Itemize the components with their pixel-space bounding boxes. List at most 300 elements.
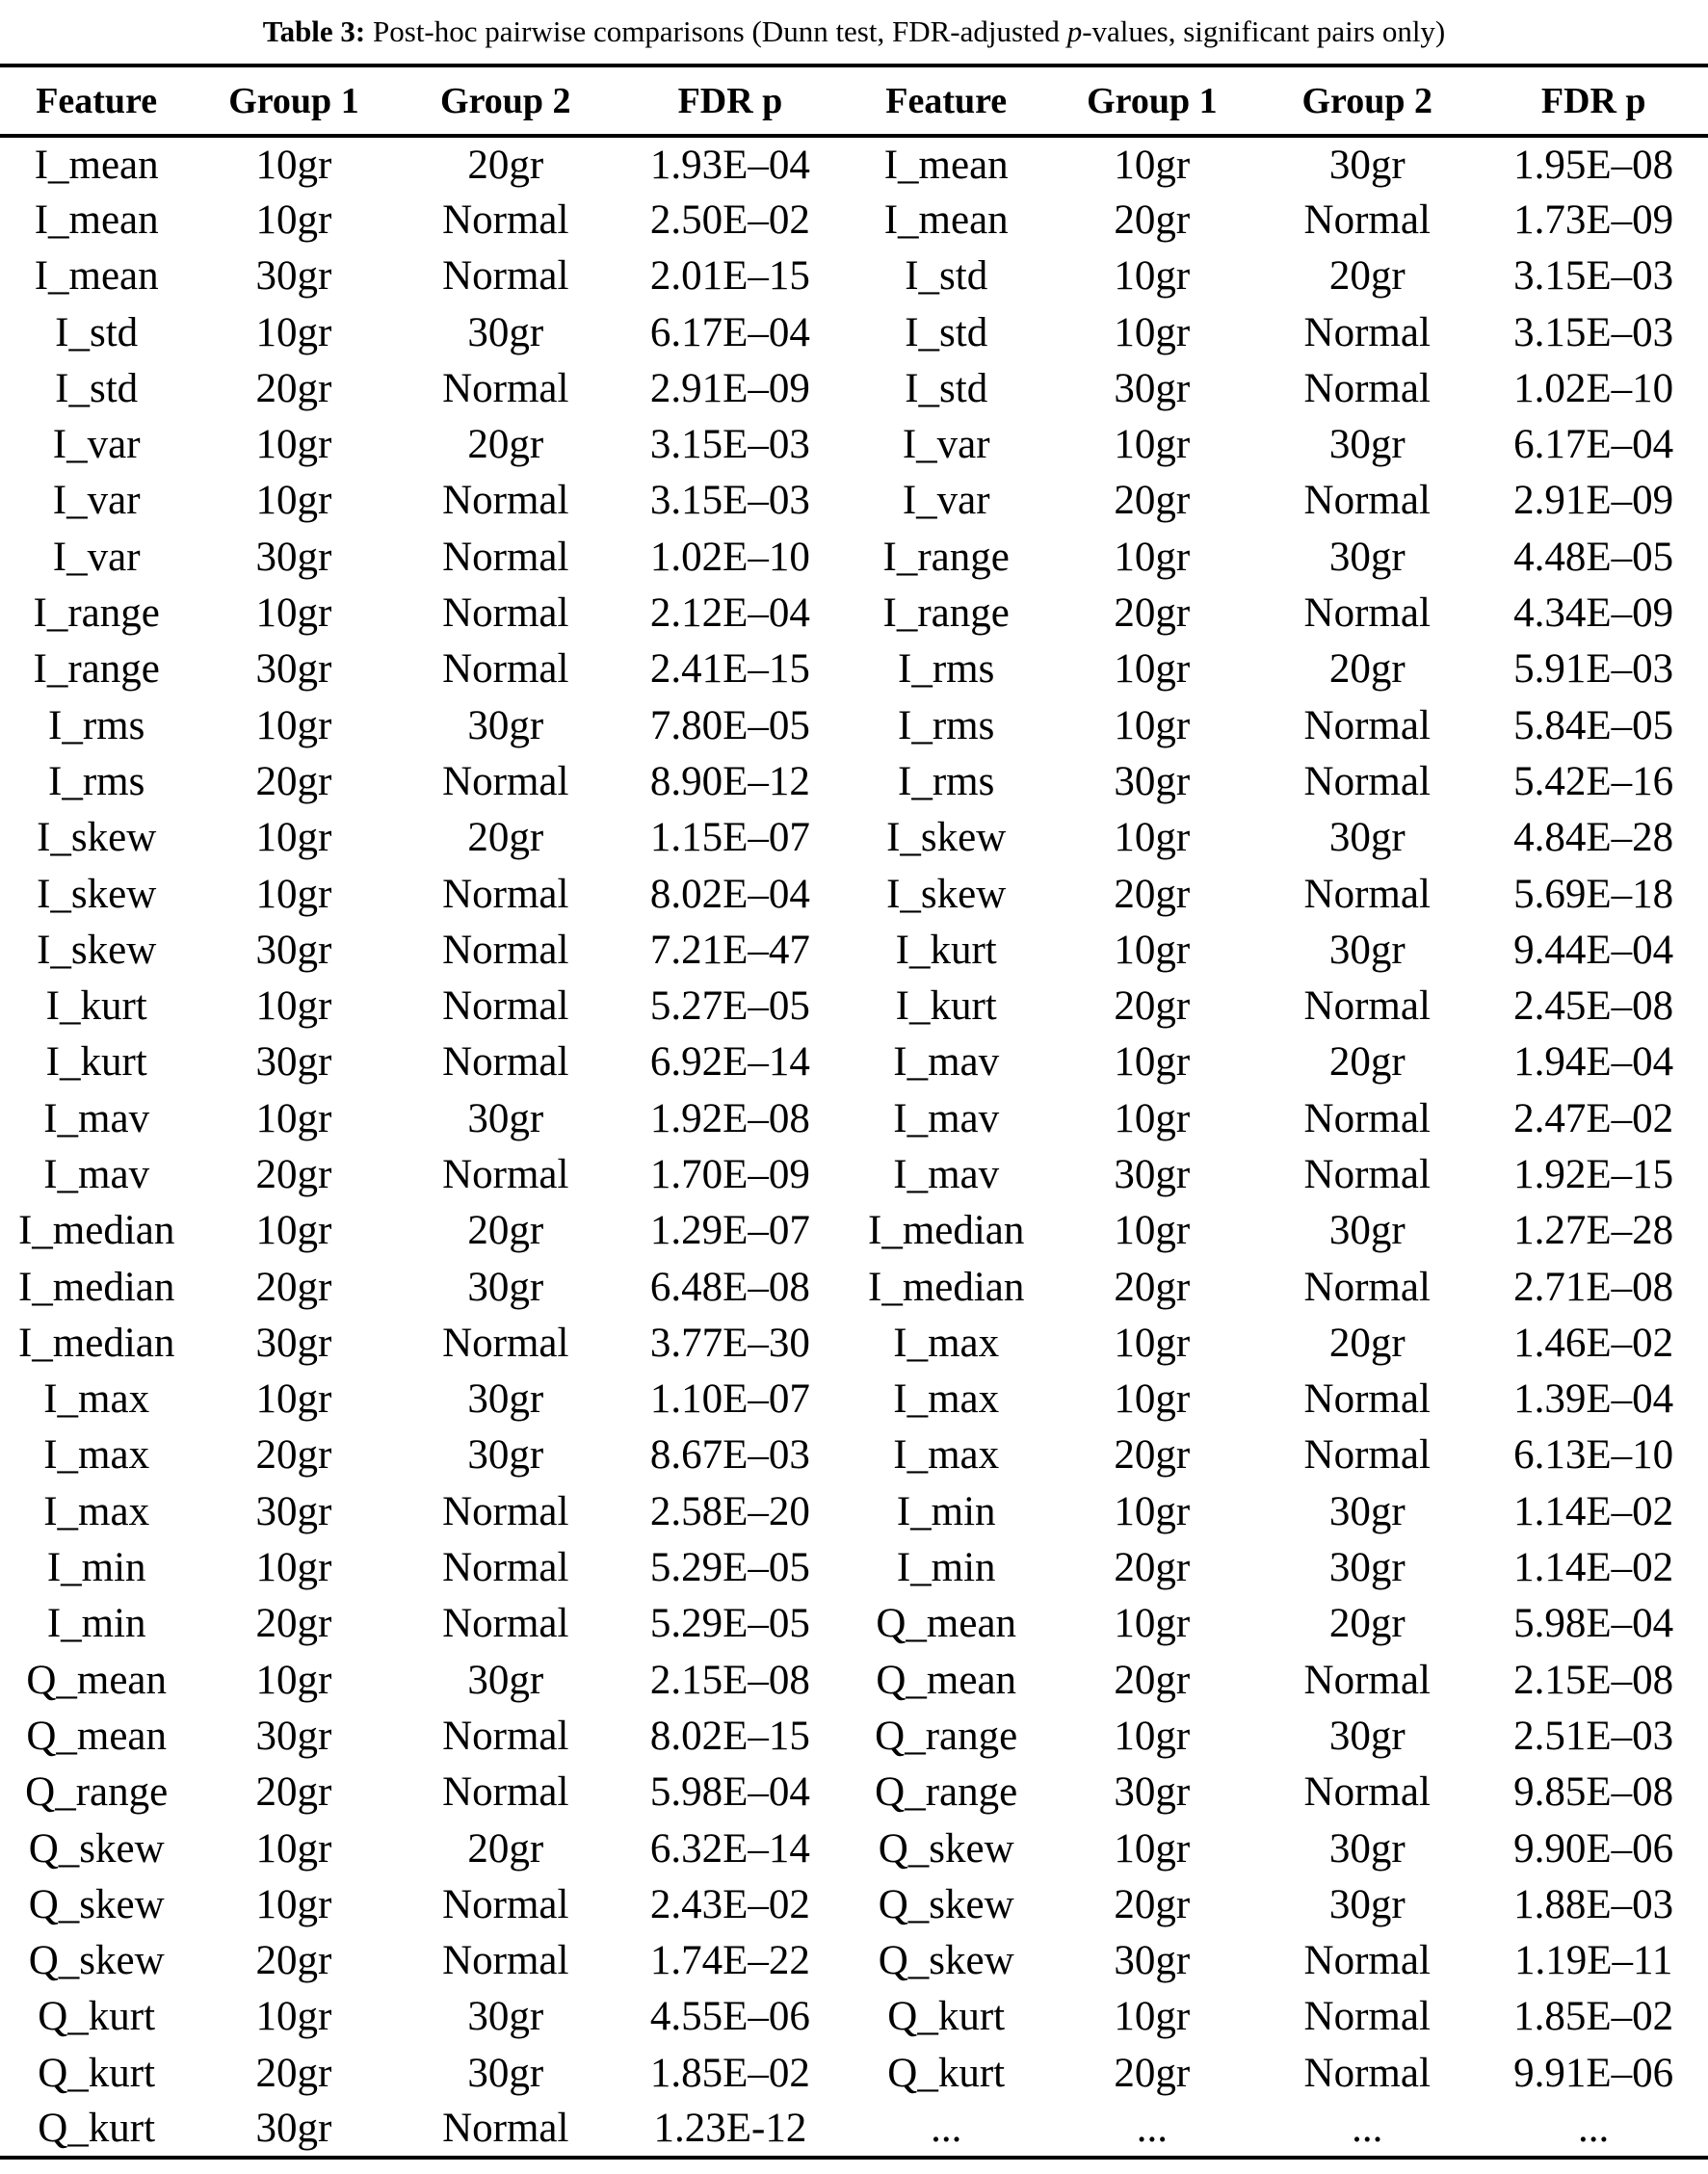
cell: 10gr bbox=[1114, 1320, 1191, 1366]
table-row bbox=[0, 1596, 1708, 1652]
cell: Normal bbox=[1303, 1151, 1431, 1197]
cell: 4.48E–05 bbox=[1513, 534, 1674, 580]
table-body bbox=[0, 136, 1708, 2158]
cell: 20gr bbox=[1328, 646, 1406, 693]
cell: 1.93E–04 bbox=[649, 142, 810, 188]
cell: 10gr bbox=[255, 1994, 332, 2040]
column-header: FDR p bbox=[677, 80, 783, 121]
cell: I_range bbox=[882, 590, 1010, 637]
cell: 30gr bbox=[255, 253, 332, 300]
table-caption-text-1: Post-hoc pairwise comparisons (Dunn test, FDR-adjusted bbox=[365, 14, 1067, 48]
cell: I_median bbox=[868, 1264, 1025, 1310]
cell: 1.02E–10 bbox=[649, 534, 810, 580]
cell: 20gr bbox=[255, 1769, 332, 1816]
cell: 10gr bbox=[255, 590, 332, 637]
cell: Normal bbox=[442, 1713, 569, 1759]
cell: Normal bbox=[442, 253, 569, 300]
cell: 2.58E–20 bbox=[649, 1488, 810, 1534]
cell: I_var bbox=[52, 422, 141, 468]
cell: 1.94E–04 bbox=[1513, 1039, 1674, 1086]
cell: 10gr bbox=[255, 1376, 332, 1423]
cell: 10gr bbox=[255, 196, 332, 243]
cell: 30gr bbox=[255, 1713, 332, 1759]
table-row bbox=[0, 1428, 1708, 1483]
cell: 30gr bbox=[467, 1095, 544, 1141]
table-row bbox=[0, 697, 1708, 753]
table-row bbox=[0, 978, 1708, 1034]
cell: I_rms bbox=[48, 758, 145, 804]
cell: 5.27E–05 bbox=[649, 983, 810, 1030]
cell: 20gr bbox=[1114, 2050, 1191, 2096]
table-row bbox=[0, 1539, 1708, 1595]
cell: Normal bbox=[442, 365, 569, 411]
cell: I_skew bbox=[37, 815, 157, 861]
cell: I_range bbox=[882, 534, 1010, 580]
cell: Normal bbox=[442, 1601, 569, 1647]
cell: 2.71E–08 bbox=[1513, 1264, 1674, 1310]
cell: 20gr bbox=[255, 1432, 332, 1479]
cell: 20gr bbox=[255, 1601, 332, 1647]
table-row bbox=[0, 304, 1708, 360]
cell: 10gr bbox=[1114, 1601, 1191, 1647]
cell: I_rms bbox=[898, 758, 995, 804]
cell: 4.84E–28 bbox=[1513, 815, 1674, 861]
table-row bbox=[0, 192, 1708, 248]
cell: 2.50E–02 bbox=[649, 196, 810, 243]
cell: 20gr bbox=[467, 142, 544, 188]
cell: 30gr bbox=[255, 646, 332, 693]
table-row bbox=[0, 1820, 1708, 1876]
cell: I_median bbox=[17, 1208, 175, 1254]
cell: 1.29E–07 bbox=[649, 1208, 810, 1254]
cell: 10gr bbox=[1114, 1208, 1191, 1254]
cell: 20gr bbox=[255, 1938, 332, 1984]
cell: 1.27E–28 bbox=[1513, 1208, 1674, 1254]
cell: ... bbox=[1136, 2106, 1168, 2152]
cell: 10gr bbox=[1114, 646, 1191, 693]
cell: 30gr bbox=[1114, 1769, 1191, 1816]
cell: 10gr bbox=[255, 983, 332, 1030]
cell: I_range bbox=[33, 590, 160, 637]
cell: 2.15E–08 bbox=[649, 1657, 810, 1703]
cell: 30gr bbox=[1328, 142, 1406, 188]
cell: 20gr bbox=[255, 365, 332, 411]
cell: 1.46E–02 bbox=[1513, 1320, 1674, 1366]
cell: 1.92E–08 bbox=[649, 1095, 810, 1141]
cell: 1.74E–22 bbox=[649, 1938, 810, 1984]
cell: Normal bbox=[1303, 478, 1431, 524]
cell: 20gr bbox=[1114, 983, 1191, 1030]
cell: 8.67E–03 bbox=[649, 1432, 810, 1479]
cell: 9.85E–08 bbox=[1513, 1769, 1674, 1816]
cell: 1.39E–04 bbox=[1513, 1376, 1674, 1423]
cell: Normal bbox=[442, 871, 569, 917]
cell: 10gr bbox=[255, 1825, 332, 1872]
cell: 1.15E–07 bbox=[649, 815, 810, 861]
cell: 2.01E–15 bbox=[649, 253, 810, 300]
cell: I_max bbox=[43, 1488, 150, 1534]
cell: 1.85E–02 bbox=[1513, 1994, 1674, 2040]
cell: Normal bbox=[1303, 196, 1431, 243]
cell: I_median bbox=[17, 1320, 175, 1366]
cell: 30gr bbox=[467, 1376, 544, 1423]
cell: 20gr bbox=[1114, 478, 1191, 524]
cell: 8.90E–12 bbox=[649, 758, 810, 804]
cell: Q_mean bbox=[26, 1657, 167, 1703]
cell: 10gr bbox=[255, 1095, 332, 1141]
cell: 30gr bbox=[467, 1264, 544, 1310]
cell: 6.17E–04 bbox=[649, 309, 810, 355]
cell: Q_kurt bbox=[38, 2106, 156, 2152]
cell: Q_kurt bbox=[38, 1994, 156, 2040]
cell: Q_skew bbox=[878, 1938, 1014, 1984]
cell: I_kurt bbox=[45, 1039, 147, 1086]
cell: 2.43E–02 bbox=[649, 1881, 810, 1927]
cell: 10gr bbox=[1114, 927, 1191, 973]
cell: 20gr bbox=[1114, 1881, 1191, 1927]
cell: 10gr bbox=[1114, 422, 1191, 468]
cell: 10gr bbox=[255, 478, 332, 524]
cell: 10gr bbox=[1114, 1488, 1191, 1534]
cell: 5.91E–03 bbox=[1513, 646, 1674, 693]
cell: 30gr bbox=[255, 1488, 332, 1534]
cell: Normal bbox=[1303, 1938, 1431, 1984]
table-row bbox=[0, 1765, 1708, 1820]
cell: 20gr bbox=[1114, 1432, 1191, 1479]
cell: 5.42E–16 bbox=[1513, 758, 1674, 804]
cell: 4.34E–09 bbox=[1513, 590, 1674, 637]
cell: 4.55E–06 bbox=[649, 1994, 810, 2040]
cell: I_min bbox=[46, 1545, 146, 1591]
cell: I_std bbox=[905, 309, 988, 355]
cell: Normal bbox=[442, 983, 569, 1030]
cell: 10gr bbox=[1114, 253, 1191, 300]
cell: 30gr bbox=[255, 927, 332, 973]
table-row bbox=[0, 1146, 1708, 1202]
cell: I_range bbox=[33, 646, 160, 693]
cell: Q_range bbox=[25, 1769, 169, 1816]
cell: 1.73E–09 bbox=[1513, 196, 1674, 243]
table-row bbox=[0, 753, 1708, 809]
cell: 30gr bbox=[255, 534, 332, 580]
cell: 20gr bbox=[1114, 590, 1191, 637]
cell: Normal bbox=[442, 590, 569, 637]
cell: 30gr bbox=[467, 1432, 544, 1479]
cell: 10gr bbox=[1114, 309, 1191, 355]
table-row bbox=[0, 529, 1708, 585]
cell: 8.02E–04 bbox=[649, 871, 810, 917]
cell: 10gr bbox=[255, 1545, 332, 1591]
table-row bbox=[0, 1203, 1708, 1259]
cell: I_max bbox=[43, 1432, 150, 1479]
cell: 30gr bbox=[1328, 1825, 1406, 1872]
cell: 30gr bbox=[1328, 1881, 1406, 1927]
cell: 20gr bbox=[1328, 253, 1406, 300]
cell: I_max bbox=[893, 1320, 1000, 1366]
table-row bbox=[0, 2101, 1708, 2157]
cell: 2.91E–09 bbox=[649, 365, 810, 411]
cell: 5.84E–05 bbox=[1513, 702, 1674, 748]
column-header: Feature bbox=[36, 80, 158, 121]
cell: Normal bbox=[442, 1545, 569, 1591]
cell: I_skew bbox=[37, 871, 157, 917]
table-row bbox=[0, 1035, 1708, 1090]
cell: 20gr bbox=[467, 1208, 544, 1254]
cell: Normal bbox=[1303, 2050, 1431, 2096]
table-caption-text-2: -values, significant pairs only) bbox=[1082, 14, 1446, 48]
cell: 10gr bbox=[255, 702, 332, 748]
cell: 1.14E–02 bbox=[1513, 1488, 1674, 1534]
cell: I_skew bbox=[886, 871, 1007, 917]
table-row bbox=[0, 473, 1708, 529]
header-row bbox=[0, 65, 1708, 136]
cell: I_mav bbox=[893, 1151, 1000, 1197]
cell: Normal bbox=[1303, 1095, 1431, 1141]
cell: Q_skew bbox=[28, 1938, 165, 1984]
table-row bbox=[0, 866, 1708, 922]
cell: Q_range bbox=[875, 1769, 1018, 1816]
cell: 6.48E–08 bbox=[649, 1264, 810, 1310]
cell: 2.45E–08 bbox=[1513, 983, 1674, 1030]
cell: 2.15E–08 bbox=[1513, 1657, 1674, 1703]
cell: I_mav bbox=[893, 1095, 1000, 1141]
cell: Normal bbox=[442, 1151, 569, 1197]
table-row bbox=[0, 1090, 1708, 1146]
cell: 1.14E–02 bbox=[1513, 1545, 1674, 1591]
cell: 30gr bbox=[1328, 534, 1406, 580]
cell: Normal bbox=[442, 196, 569, 243]
cell: 30gr bbox=[1328, 1713, 1406, 1759]
table-row bbox=[0, 1372, 1708, 1428]
cell: 10gr bbox=[255, 871, 332, 917]
cell: I_skew bbox=[37, 927, 157, 973]
cell: 30gr bbox=[255, 1320, 332, 1366]
cell: Normal bbox=[442, 1769, 569, 1816]
cell: 20gr bbox=[1114, 871, 1191, 917]
cell: Q_kurt bbox=[887, 1994, 1006, 2040]
cell: 1.92E–15 bbox=[1513, 1151, 1674, 1197]
cell: I_std bbox=[55, 309, 139, 355]
cell: Q_mean bbox=[26, 1713, 167, 1759]
cell: 20gr bbox=[255, 1264, 332, 1310]
cell: 20gr bbox=[255, 1151, 332, 1197]
cell: Normal bbox=[442, 1320, 569, 1366]
cell: I_std bbox=[905, 253, 988, 300]
cell: Normal bbox=[1303, 702, 1431, 748]
cell: 10gr bbox=[1114, 1994, 1191, 2040]
cell: 20gr bbox=[1328, 1039, 1406, 1086]
cell: 20gr bbox=[255, 758, 332, 804]
cell: Normal bbox=[442, 1488, 569, 1534]
cell: 20gr bbox=[467, 422, 544, 468]
cell: I_var bbox=[902, 478, 990, 524]
cell: 20gr bbox=[255, 2050, 332, 2096]
cell: I_max bbox=[893, 1432, 1000, 1479]
cell: 20gr bbox=[1328, 1320, 1406, 1366]
cell: 30gr bbox=[467, 1657, 544, 1703]
cell: Q_kurt bbox=[38, 2050, 156, 2096]
cell: Normal bbox=[442, 534, 569, 580]
cell: 30gr bbox=[467, 1994, 544, 2040]
cell: 30gr bbox=[1114, 1151, 1191, 1197]
table-row bbox=[0, 810, 1708, 866]
table-row bbox=[0, 1652, 1708, 1708]
cell: 10gr bbox=[1114, 1825, 1191, 1872]
table-row bbox=[0, 1315, 1708, 1371]
cell: 10gr bbox=[255, 1657, 332, 1703]
cell: Normal bbox=[442, 478, 569, 524]
cell: I_mean bbox=[34, 142, 159, 188]
cell: 9.91E–06 bbox=[1513, 2050, 1674, 2096]
cell: Normal bbox=[442, 1938, 569, 1984]
cell: 10gr bbox=[1114, 702, 1191, 748]
cell: Normal bbox=[1303, 1376, 1431, 1423]
cell: I_kurt bbox=[895, 983, 997, 1030]
cell: Normal bbox=[442, 646, 569, 693]
column-header: Group 2 bbox=[1301, 80, 1432, 121]
table-caption bbox=[0, 0, 1708, 64]
cell: Normal bbox=[1303, 983, 1431, 1030]
cell: 1.95E–08 bbox=[1513, 142, 1674, 188]
cell: I_mean bbox=[34, 253, 159, 300]
table-row bbox=[0, 360, 1708, 416]
cell: Normal bbox=[442, 2106, 569, 2152]
cell: 20gr bbox=[467, 1825, 544, 1872]
cell: 2.51E–03 bbox=[1513, 1713, 1674, 1759]
table-row bbox=[0, 1876, 1708, 1932]
cell: 1.70E–09 bbox=[649, 1151, 810, 1197]
cell: 10gr bbox=[255, 815, 332, 861]
cell: Normal bbox=[1303, 309, 1431, 355]
cell: I_var bbox=[52, 534, 141, 580]
cell: 9.90E–06 bbox=[1513, 1825, 1674, 1872]
cell: 1.85E–02 bbox=[649, 2050, 810, 2096]
cell: 2.12E–04 bbox=[649, 590, 810, 637]
cell: 2.41E–15 bbox=[649, 646, 810, 693]
cell: 6.13E–10 bbox=[1513, 1432, 1674, 1479]
cell: 30gr bbox=[1114, 758, 1191, 804]
cell: Q_skew bbox=[878, 1881, 1014, 1927]
column-header: Feature bbox=[885, 80, 1008, 121]
table-caption-italic-p: p bbox=[1066, 14, 1083, 48]
cell: 30gr bbox=[467, 2050, 544, 2096]
cell: 3.77E–30 bbox=[649, 1320, 810, 1366]
cell: Normal bbox=[442, 1881, 569, 1927]
cell: 30gr bbox=[255, 1039, 332, 1086]
cell: 1.23E-12 bbox=[653, 2106, 807, 2152]
cell: 20gr bbox=[1328, 1601, 1406, 1647]
cell: 10gr bbox=[1114, 1376, 1191, 1423]
cell: Q_skew bbox=[28, 1881, 165, 1927]
column-header: Group 1 bbox=[228, 80, 359, 121]
cell: 6.17E–04 bbox=[1513, 422, 1674, 468]
cell: 1.10E–07 bbox=[649, 1376, 810, 1423]
cell: 6.92E–14 bbox=[649, 1039, 810, 1086]
cell: 20gr bbox=[1114, 1657, 1191, 1703]
cell: 10gr bbox=[1114, 534, 1191, 580]
table-row bbox=[0, 2045, 1708, 2101]
cell: Normal bbox=[442, 1039, 569, 1086]
cell: 20gr bbox=[1114, 196, 1191, 243]
cell: 3.15E–03 bbox=[1513, 309, 1674, 355]
cell: 10gr bbox=[1114, 142, 1191, 188]
cell: 5.69E–18 bbox=[1513, 871, 1674, 917]
cell: Normal bbox=[1303, 1432, 1431, 1479]
cell: 10gr bbox=[255, 142, 332, 188]
cell: 10gr bbox=[255, 1881, 332, 1927]
cell: Q_skew bbox=[28, 1825, 165, 1872]
cell: ... bbox=[931, 2106, 962, 2152]
cell: 10gr bbox=[1114, 1039, 1191, 1086]
cell: Normal bbox=[1303, 758, 1431, 804]
cell: I_var bbox=[52, 478, 141, 524]
cell: Normal bbox=[1303, 871, 1431, 917]
table-row bbox=[0, 1989, 1708, 2045]
cell: ... bbox=[1578, 2106, 1610, 2152]
cell: 5.98E–04 bbox=[1513, 1601, 1674, 1647]
cell: I_mean bbox=[883, 196, 1009, 243]
cell: Q_range bbox=[875, 1713, 1018, 1759]
cell: I_mean bbox=[883, 142, 1009, 188]
cell: 30gr bbox=[467, 309, 544, 355]
cell: 2.47E–02 bbox=[1513, 1095, 1674, 1141]
cell: 5.98E–04 bbox=[649, 1769, 810, 1816]
cell: Normal bbox=[1303, 1264, 1431, 1310]
cell: 1.02E–10 bbox=[1513, 365, 1674, 411]
cell: 1.19E–11 bbox=[1513, 1938, 1673, 1984]
cell: 10gr bbox=[255, 422, 332, 468]
cell: 3.15E–03 bbox=[649, 422, 810, 468]
table-row bbox=[0, 1483, 1708, 1539]
cell: 9.44E–04 bbox=[1513, 927, 1674, 973]
column-header: Group 1 bbox=[1087, 80, 1218, 121]
cell: I_median bbox=[17, 1264, 175, 1310]
cell: I_kurt bbox=[45, 983, 147, 1030]
cell: 1.88E–03 bbox=[1513, 1881, 1674, 1927]
cell: Q_skew bbox=[878, 1825, 1014, 1872]
cell: Normal bbox=[1303, 365, 1431, 411]
cell: I_rms bbox=[48, 702, 145, 748]
cell: 10gr bbox=[1114, 1095, 1191, 1141]
cell: 30gr bbox=[467, 702, 544, 748]
cell: Q_mean bbox=[876, 1657, 1017, 1703]
cell: 20gr bbox=[1114, 1545, 1191, 1591]
cell: ... bbox=[1352, 2106, 1383, 2152]
cell: 10gr bbox=[255, 1208, 332, 1254]
cell: 7.21E–47 bbox=[649, 927, 810, 973]
cell: I_std bbox=[905, 365, 988, 411]
cell: I_mean bbox=[34, 196, 159, 243]
cell: 5.29E–05 bbox=[649, 1601, 810, 1647]
cell: 20gr bbox=[1114, 1264, 1191, 1310]
cell: I_max bbox=[43, 1376, 150, 1423]
table-row bbox=[0, 416, 1708, 472]
cell: Normal bbox=[1303, 1769, 1431, 1816]
cell: I_min bbox=[46, 1601, 146, 1647]
table-row bbox=[0, 585, 1708, 641]
cell: 30gr bbox=[1328, 1488, 1406, 1534]
cell: I_kurt bbox=[895, 927, 997, 973]
cell: Q_kurt bbox=[887, 2050, 1006, 2096]
table-row bbox=[0, 136, 1708, 192]
table-row bbox=[0, 1708, 1708, 1764]
cell: 20gr bbox=[467, 815, 544, 861]
cell: I_mav bbox=[893, 1039, 1000, 1086]
cell: 10gr bbox=[1114, 1713, 1191, 1759]
cell: I_min bbox=[896, 1545, 996, 1591]
column-header: Group 2 bbox=[440, 80, 571, 121]
table-row bbox=[0, 1259, 1708, 1315]
